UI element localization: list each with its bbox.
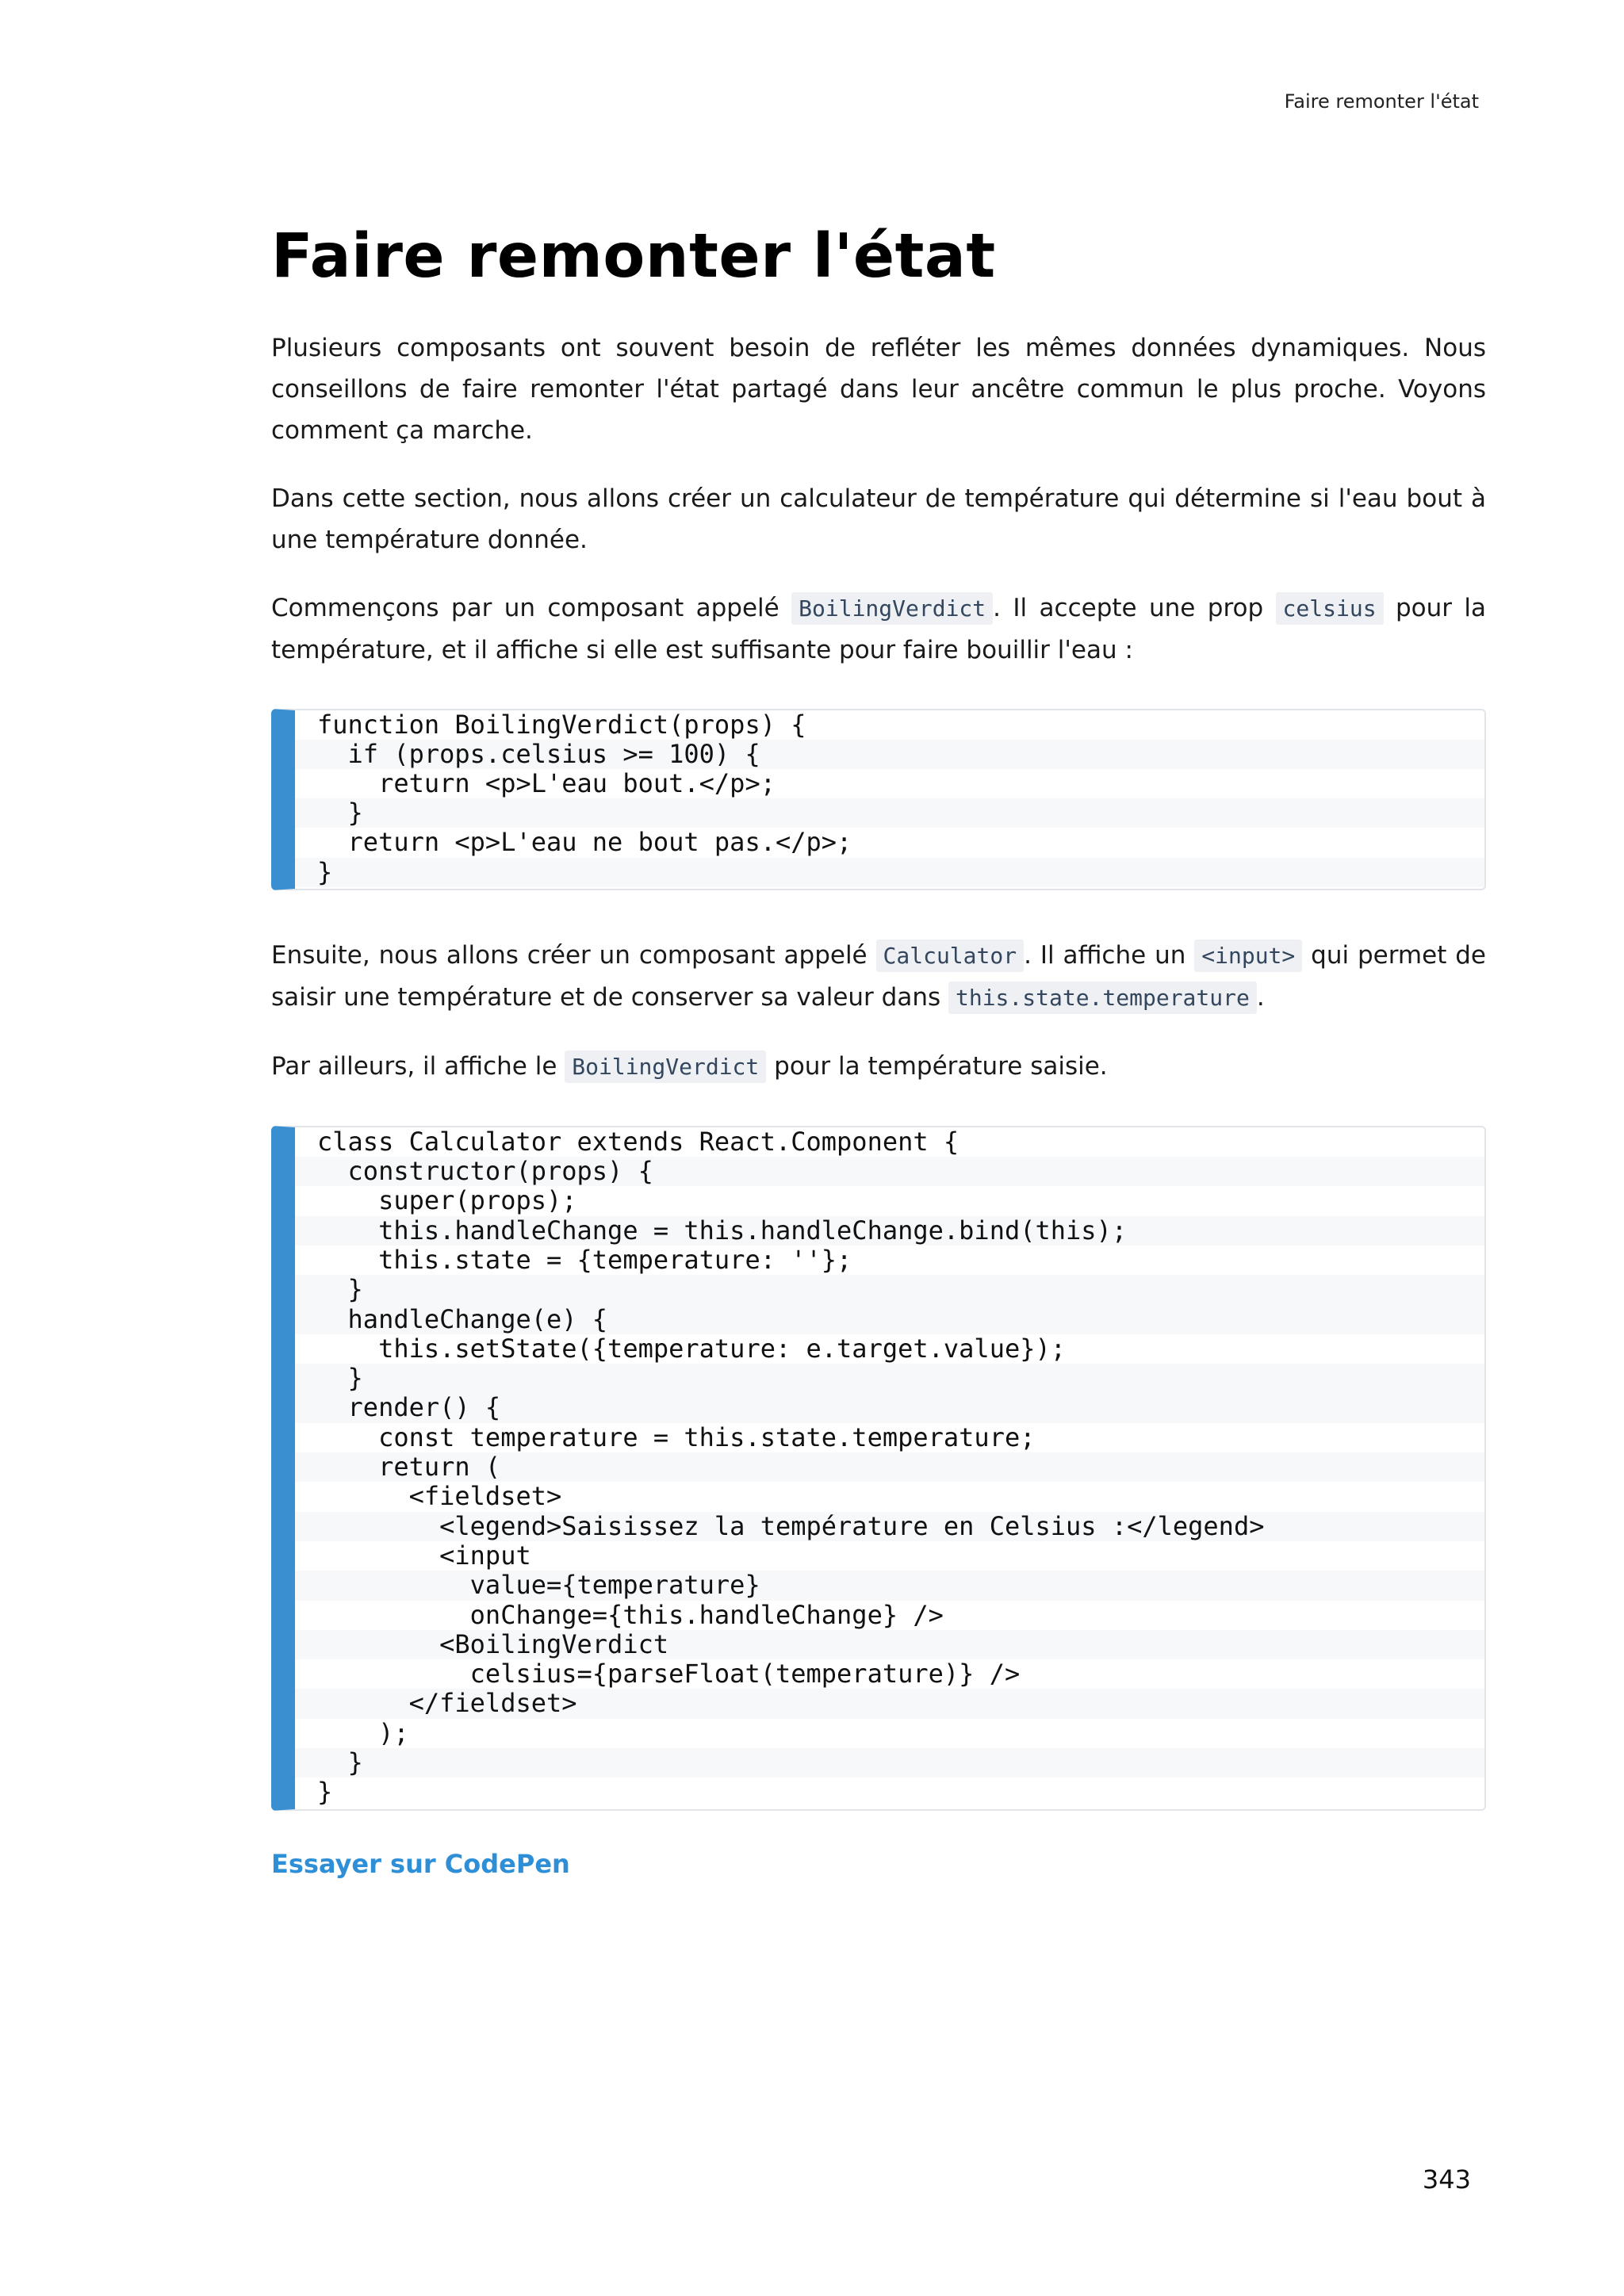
code-line: onChange={this.handleChange} /> [317, 1599, 944, 1630]
code-line: return <p>L'eau bout.</p>; [317, 767, 776, 798]
code-line: value={temperature} [295, 1571, 1484, 1600]
text-fragment: . Il accepte une prop [993, 593, 1276, 622]
text-fragment: qui permet de saisir une température et de conserver sa valeur dans [271, 940, 1486, 1012]
code-line: celsius={parseFloat(temperature)} /> [317, 1659, 1021, 1689]
code-block-calculator [271, 1126, 1486, 1811]
code-line: this.state = {temperature: ''}; [317, 1244, 852, 1275]
code-line: <fieldset> [317, 1481, 562, 1512]
code-line: } [295, 858, 1484, 887]
text-fragment: pour la température saisie. [766, 1051, 1108, 1081]
codepen-link[interactable]: Essayer sur CodePen [271, 1848, 570, 1879]
code-line: constructor(props) { [295, 1157, 1484, 1186]
code-line: <input [317, 1540, 531, 1571]
code-line: const temperature = this.state.temperature; [317, 1422, 1036, 1452]
code-line: return ( [295, 1452, 1484, 1482]
intro-paragraph: Plusieurs composants ont souvent besoin de refléter les mêmes données dynamiques. Nous conseillons de faire remonter l'état partagé dans leur ancêtre commun le plus proche. Voyons comment ça marche. [271, 333, 1486, 445]
page-number: 343 [1422, 2164, 1471, 2195]
code-line: } [317, 1777, 333, 1808]
text-fragment: Par ailleurs, il affiche le [271, 1051, 565, 1081]
verdict-usage-paragraph [271, 1046, 1486, 1088]
code-line: ); [317, 1717, 409, 1748]
section-paragraph: Dans cette section, nous allons créer un calculateur de température qui détermine si l'eau bout à une température donnée. [271, 484, 1486, 554]
code-line: </fieldset> [295, 1689, 1484, 1718]
code-line: <BoilingVerdict [295, 1630, 1484, 1659]
code-line: this.setState({temperature: e.target.value}); [317, 1333, 1067, 1364]
inline-code: this.state.temperature [948, 982, 1257, 1014]
code-line: } [295, 1275, 1484, 1304]
code-line: } [295, 798, 1484, 828]
code-line: return <p>L'eau ne bout pas.</p>; [317, 827, 852, 858]
page-content [271, 222, 1486, 1879]
text-fragment: . [1256, 982, 1265, 1012]
text-fragment: . Il affiche un [1024, 940, 1195, 970]
code-line: <legend>Saisissez la température en Celsius :</legend> [295, 1512, 1484, 1541]
code-line: class Calculator extends React.Component { [317, 1126, 959, 1157]
text-fragment: pour la température, et il affiche si elle est suffisante pour faire bouillir l'eau : [271, 593, 1486, 664]
inline-code: <input> [1194, 939, 1302, 972]
code-line: } [295, 1748, 1484, 1777]
code-line: function BoilingVerdict(props) { [317, 709, 806, 740]
code-line: handleChange(e) { [295, 1305, 1484, 1334]
code-line: } [295, 1364, 1484, 1393]
inline-code: BoilingVerdict [791, 592, 993, 625]
boiling-verdict-paragraph [271, 587, 1486, 671]
code-line: if (props.celsius >= 100) { [295, 740, 1484, 769]
code-line: this.handleChange = this.handleChange.bind(this); [295, 1216, 1484, 1246]
code-line: render() { [295, 1393, 1484, 1422]
code-block-boiling-verdict [271, 709, 1486, 890]
page-title: Faire remonter l'état [271, 221, 996, 292]
text-fragment: Commençons par un composant appelé [271, 593, 792, 622]
text-fragment: Ensuite, nous allons créer un composant appelé [271, 940, 876, 970]
inline-code: celsius [1276, 592, 1384, 625]
inline-code: BoilingVerdict [565, 1050, 766, 1083]
running-header: Faire remonter l'état [1284, 90, 1479, 113]
code-line: super(props); [317, 1185, 577, 1216]
calculator-paragraph [271, 935, 1486, 1019]
inline-code: Calculator [876, 939, 1025, 972]
